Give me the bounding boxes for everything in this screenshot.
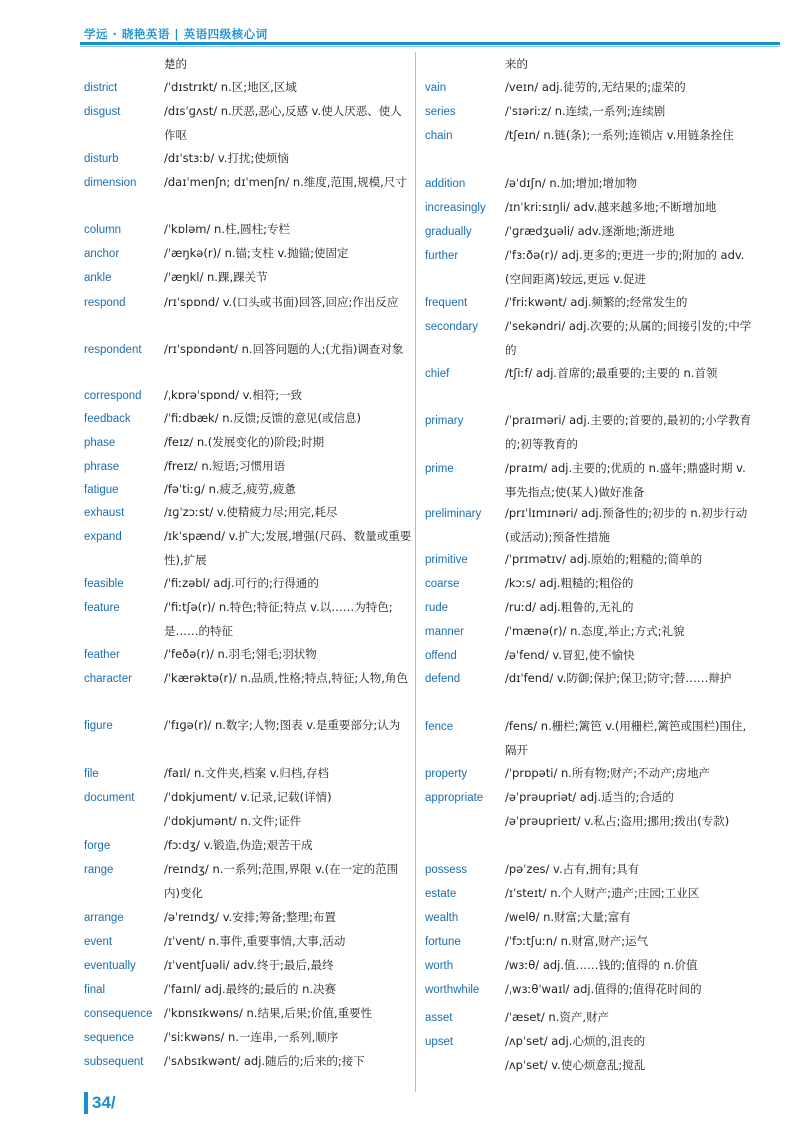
headword: upset	[425, 1036, 454, 1048]
definition: /reɪndʒ/ n.一系列;范围,界限 v.(在一定的范围内)变化	[164, 862, 399, 900]
headword: phrase	[84, 461, 120, 473]
definition: /ˈsɪəriːz/ n.连续,一系列;连续剧	[505, 104, 666, 118]
definition: /ˈfiːtʃə(r)/ n.特色;特征;特点 v.以……为特色;是……的特征	[164, 600, 393, 638]
definition: /ˈkɒləm/ n.柱,圆柱;专栏	[164, 222, 290, 236]
definition: /welθ/ n.财富;大量;富有	[505, 910, 631, 924]
definition: /dɪˈfend/ v.防御;保护;保卫;防守;替……辩护	[505, 671, 732, 685]
headword: correspond	[84, 390, 142, 402]
definition: /ˈprɒpəti/ n.所有物;财产;不动产;房地产	[505, 766, 711, 780]
headword: character	[84, 673, 132, 685]
definition: /ˈfɪɡə(r)/ n.数字;人物;图表 v.是重要部分;认为	[164, 718, 401, 732]
definition: /ˈdɒkjument/ v.记录,记载(详情)	[164, 790, 332, 804]
definition: /ˈfiːdbæk/ n.反馈;反馈的意见(或信息)	[164, 411, 362, 425]
definition: /ˈfɔːtʃuːn/ n.财富,财产;运气	[505, 934, 649, 948]
header-rule-thin	[80, 46, 780, 47]
headword: coarse	[425, 578, 460, 590]
headword: event	[84, 936, 113, 948]
definition: /ˌkɒrəˈspɒnd/ v.相符;一致	[164, 388, 303, 402]
headword: expand	[84, 531, 122, 543]
headword: respond	[84, 297, 126, 309]
definition: /wɜːθ/ adj.值……钱的;值得的 n.价值	[505, 958, 698, 972]
definition: /ˈsiːkwəns/ n.一连串,一系列,顺序	[164, 1030, 339, 1044]
headword: primitive	[425, 554, 468, 566]
headword: feedback	[84, 413, 131, 425]
definition: /ˈfaɪnl/ adj.最终的;最后的 n.决赛	[164, 982, 337, 996]
definition: /veɪn/ adj.徒劳的,无结果的;虚荣的	[505, 80, 686, 94]
headword: secondary	[425, 321, 479, 333]
definition: /rɪˈspɒndənt/ n.回答问题的人;(尤指)调查对象	[164, 342, 404, 356]
definition: /faɪl/ n.文件夹,档案 v.归档,存档	[164, 766, 329, 780]
headword: worth	[425, 960, 454, 972]
definition: /ˈpraɪməri/ adj.主要的;首要的,最初的;小学教育的;初等教育的	[505, 413, 752, 451]
definition: /ˈprɪmətɪv/ adj.原始的;粗糙的;简单的	[505, 552, 703, 566]
definition: /əˈfend/ v.冒犯,使不愉快	[505, 648, 635, 662]
definition: /daɪˈmenʃn; dɪˈmenʃn/ n.维度,范围,规模,尺寸	[164, 175, 407, 189]
definition: /fɔːdʒ/ v.锻造,伪造;艰苦干成	[164, 838, 313, 852]
headword: asset	[425, 1012, 453, 1024]
definition: /fens/ n.栅栏;篱笆 v.(用栅栏,篱笆或围栏)围住,隔开	[505, 719, 747, 757]
definition: /dɪˈstɜːb/ v.打扰;使烦恼	[164, 151, 289, 165]
headword: addition	[425, 178, 466, 190]
definition: /feɪz/ n.(发展变化的)阶段;时期	[164, 435, 325, 449]
definition: /ˈkærəktə(r)/ n.品质,性格;特点,特征;人物,角色	[164, 671, 408, 685]
headword: further	[425, 250, 459, 262]
headword: offend	[425, 650, 457, 662]
headword: fence	[425, 721, 454, 733]
definition: 来的	[505, 57, 528, 71]
headword: primary	[425, 415, 464, 427]
definition: /ˈmænə(r)/ n.态度,举止;方式;礼貌	[505, 624, 685, 638]
headword: feather	[84, 649, 120, 661]
headword: worthwhile	[425, 984, 480, 996]
headword: feasible	[84, 578, 124, 590]
headword: phase	[84, 437, 116, 449]
headword: rude	[425, 602, 449, 614]
headword: sequence	[84, 1032, 134, 1044]
definition: 楚的	[164, 57, 187, 71]
definition: /tʃiːf/ adj.首席的;最重要的;主要的 n.首领	[505, 366, 718, 380]
definition: /ˈfiːzəbl/ adj.可行的;行得通的	[164, 576, 319, 590]
headword: ankle	[84, 272, 112, 284]
headword: appropriate	[425, 792, 484, 804]
header-rule	[80, 42, 780, 45]
page-number: 34/	[92, 1093, 116, 1112]
headword: disgust	[84, 106, 121, 118]
definition: /əˈprəupriət/ adj.适当的;合适的	[505, 790, 674, 804]
definition: /ˈæset/ n.资产,财产	[505, 1010, 610, 1024]
definition: /ʌpˈset/ v.使心烦意乱;搅乱	[505, 1058, 646, 1072]
definition: /ˌwɜːθˈwaɪl/ adj.值得的;值得花时间的	[505, 982, 702, 996]
definition: /kɔːs/ adj.粗糙的;粗俗的	[505, 576, 634, 590]
definition: /praɪm/ adj.主要的;优质的 n.盛年;鼎盛时期 v.事先指点;使(某人)做好准备	[505, 461, 746, 499]
definition: /ˈfriːkwənt/ adj.频繁的;经常发生的	[505, 295, 688, 309]
column-divider	[415, 52, 416, 1092]
headword: chain	[425, 130, 453, 142]
definition: /ɪnˈkriːsɪŋli/ adv.越来越多地;不断增加地	[505, 200, 717, 214]
definition: /əˈprəuprieɪt/ v.私占;盗用;挪用;拨出(专款)	[505, 814, 730, 828]
definition: /ˈdɒkjumənt/ n.文件;证件	[164, 814, 302, 828]
headword: forge	[84, 840, 111, 852]
headword: document	[84, 792, 135, 804]
headword: respondent	[84, 344, 142, 356]
definition: /ɪˈvent/ n.事件,重要事情,大事,活动	[164, 934, 346, 948]
definition: /ˈsekəndri/ adj.次要的;从属的;间接引发的;中学的	[505, 319, 752, 357]
definition: /əˈdɪʃn/ n.加;增加;增加物	[505, 176, 638, 190]
headword: anchor	[84, 248, 120, 260]
definition: /əˈreɪndʒ/ v.安排;筹备;整理;布置	[164, 910, 336, 924]
headword: range	[84, 864, 114, 876]
definition: /ˈɡrædʒuəli/ adv.逐渐地;渐进地	[505, 224, 675, 238]
definition: /pəˈzes/ v.占有,拥有;具有	[505, 862, 640, 876]
headword: dimension	[84, 177, 137, 189]
headword: arrange	[84, 912, 124, 924]
headword: consequence	[84, 1008, 153, 1020]
headword: eventually	[84, 960, 136, 972]
definition: /ˈkɒnsɪkwəns/ n.结果,后果;价值,重要性	[164, 1006, 373, 1020]
headword: increasingly	[425, 202, 486, 214]
headword: series	[425, 106, 456, 118]
page-header	[60, 16, 780, 42]
definition: /ˈæŋkl/ n.踝,踝关节	[164, 270, 268, 284]
headword: fortune	[425, 936, 461, 948]
headword: manner	[425, 626, 464, 638]
definition: /prɪˈlɪmɪnəri/ adj.预备性的;初步的 n.初步行动(或活动);预备性措施	[505, 506, 748, 544]
headword: property	[425, 768, 468, 780]
headword: column	[84, 224, 122, 236]
headword: subsequent	[84, 1056, 144, 1068]
definition: /rɪˈspɒnd/ v.(口头或书面)回答,回应;作出反应	[164, 295, 399, 309]
headword: wealth	[425, 912, 459, 924]
definition: /freɪz/ n.短语;习惯用语	[164, 459, 286, 473]
headword: file	[84, 768, 99, 780]
headword: district	[84, 82, 118, 94]
definition: /ɪkˈspænd/ v.扩大;发展,增强(尺码、数量或重要性),扩展	[164, 529, 412, 567]
definition: /ɪɡˈzɔːst/ v.使精疲力尽;用完,耗尽	[164, 505, 338, 519]
headword: gradually	[425, 226, 472, 238]
headword: estate	[425, 888, 457, 900]
header-title: 学远 · 晓艳英语 | 英语四级核心词	[84, 27, 268, 41]
page-footer	[84, 1090, 116, 1116]
headword: preliminary	[425, 508, 482, 520]
definition: /tʃeɪn/ n.链(条);一系列;连锁店 v.用链条拴住	[505, 128, 734, 142]
headword: disturb	[84, 153, 119, 165]
definition: /ˈfeðə(r)/ n.羽毛;翎毛;羽状物	[164, 647, 317, 661]
definition: /ˈfɜːðə(r)/ adj.更多的;更进一步的;附加的 adv.(空间距离)较远,更远 v.促进	[505, 248, 745, 286]
definition: /ʌpˈset/ adj.心烦的,沮丧的	[505, 1034, 646, 1048]
headword: defend	[425, 673, 461, 685]
headword: possess	[425, 864, 468, 876]
definition: /ˈsʌbsɪkwənt/ adj.随后的;后来的;接下	[164, 1054, 365, 1068]
headword: vain	[425, 82, 447, 94]
headword: prime	[425, 463, 454, 475]
headword: chief	[425, 368, 450, 380]
headword: feature	[84, 602, 120, 614]
definition: /ruːd/ adj.粗鲁的,无礼的	[505, 600, 634, 614]
definition: /ɪˈventʃuəli/ adv.终于;最后,最终	[164, 958, 334, 972]
definition: /ɪˈsteɪt/ n.个人财产;遗产;庄园;工业区	[505, 886, 700, 900]
headword: frequent	[425, 297, 468, 309]
headword: final	[84, 984, 106, 996]
footer-bar	[84, 1092, 88, 1114]
definition: /dɪsˈɡʌst/ n.厌恶,恶心,反感 v.使人厌恶、使人作呕	[164, 104, 402, 142]
definition: /ˈdɪstrɪkt/ n.区;地区,区域	[164, 80, 297, 94]
headword: exhaust	[84, 507, 125, 519]
headword: fatigue	[84, 484, 119, 496]
definition: /fəˈtiːɡ/ n.疲乏,疲劳,疲惫	[164, 482, 296, 496]
definition: /ˈæŋkə(r)/ n.锚;支柱 v.抛锚;使固定	[164, 246, 349, 260]
headword: figure	[84, 720, 113, 732]
